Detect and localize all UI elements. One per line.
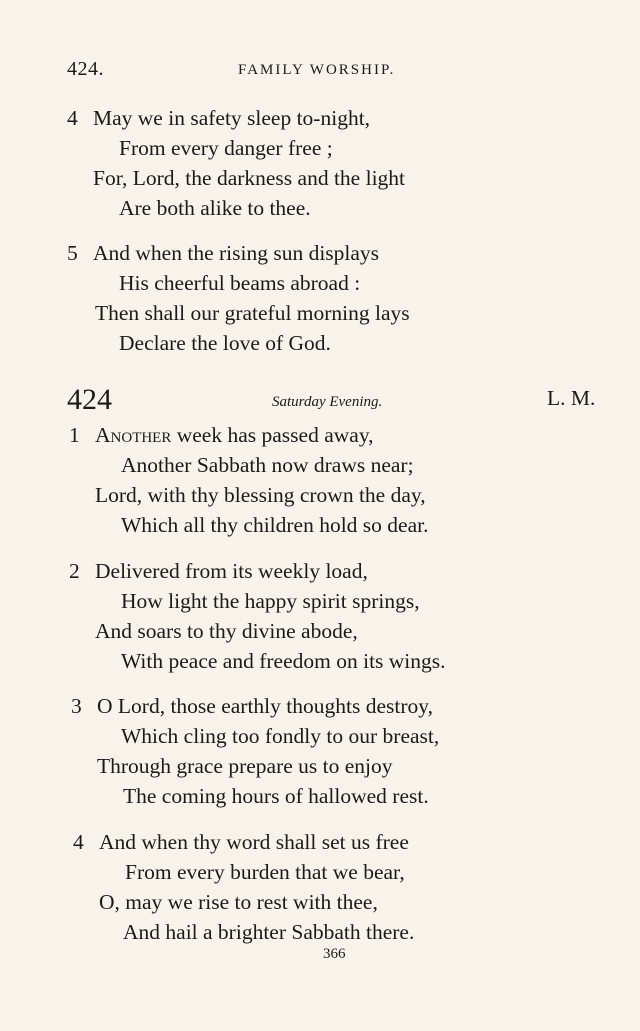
verse-line <box>95 425 374 447</box>
verse-line: Are both alike to thee. <box>119 196 311 220</box>
hymn-subtitle: Saturday Evening. <box>272 394 383 410</box>
page-number: 424. <box>67 58 104 80</box>
verse-line: Lord, with thy blessing crown the day, <box>95 483 426 507</box>
verse-line: And when the rising sun displays <box>93 241 380 265</box>
verse-number: 4 <box>67 106 78 130</box>
verse-line: For, Lord, the darkness and the light <box>93 166 406 190</box>
verse-line: And when thy word shall set us free <box>99 830 409 854</box>
running-title: FAMILY WORSHIP. <box>238 62 396 78</box>
verse-line: O Lord, those earthly thoughts destroy, <box>97 694 433 718</box>
hymn-number: 424 <box>67 383 112 416</box>
verse-number: 4 <box>73 830 84 854</box>
verse-line: Another Sabbath now draws near; <box>121 453 414 477</box>
verse-line: Then shall our grateful morning lays <box>95 301 410 325</box>
verse-line: With peace and freedom on its wings. <box>121 649 446 673</box>
verse-line: His cheerful beams abroad : <box>119 271 361 295</box>
verse-line: And soars to thy divine abode, <box>95 619 358 643</box>
verse-number: 3 <box>71 694 82 718</box>
verse-first-word: Another <box>95 423 172 447</box>
verse-line: From every burden that we bear, <box>125 860 405 884</box>
verse-number: 1 <box>69 423 80 447</box>
verse-number: 5 <box>67 241 78 265</box>
verse-number: 2 <box>69 559 80 583</box>
verse-line: And hail a brighter Sabbath there. <box>123 920 415 944</box>
verse-line: The coming hours of hallowed rest. <box>123 784 429 808</box>
verse-line: Delivered from its weekly load, <box>95 559 368 583</box>
folio-number: 366 <box>323 946 346 962</box>
verse-line-rest: week has passed away, <box>171 423 374 447</box>
verse-line: Declare the love of God. <box>119 331 331 355</box>
hymn-meter: L. M. <box>547 386 596 410</box>
verse-line: Through grace prepare us to enjoy <box>97 754 393 778</box>
verse-line: Which cling too fondly to our breast, <box>121 724 440 748</box>
verse-line: O, may we rise to rest with thee, <box>99 890 378 914</box>
verse-line: Which all thy children hold so dear. <box>121 513 429 537</box>
verse-line: How light the happy spirit springs, <box>121 589 420 613</box>
verse-line: May we in safety sleep to-night, <box>93 106 371 130</box>
verse-line: From every danger free ; <box>119 136 333 160</box>
